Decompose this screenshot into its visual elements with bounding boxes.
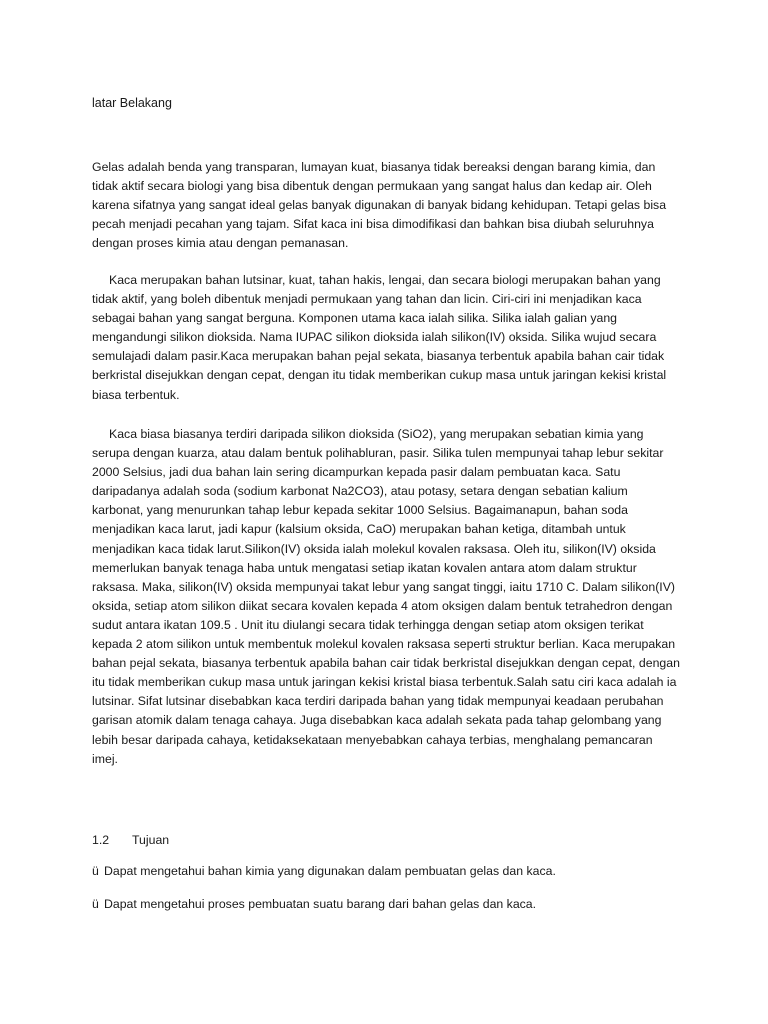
checkmark-bullet-icon: ü xyxy=(92,897,99,911)
section-heading: latar Belakang xyxy=(92,96,172,110)
list-item-text: Dapat mengetahui bahan kimia yang digunakan dalam pembuatan gelas dan kaca. xyxy=(104,864,556,878)
list-item-text: Dapat mengetahui proses pembuatan suatu barang dari bahan gelas dan kaca. xyxy=(104,897,537,911)
subsection-title: Tujuan xyxy=(132,833,170,847)
paragraph-3: Kaca biasa biasanya terdiri daripada silikon dioksida (SiO2), yang merupakan sebatian kimia yang serupa dengan kuarza, atau dalam bentuk polihabluran, pasir. Silika tulen mempunyai tahap lebur sekitar 2000 Selsius, jadi dua bahan lain sering dicampurkan kepada pasir dalam pembuatan kaca. Satu daripadanya adalah soda (sodium karbonat Na2CO3), atau potasy, setara dengan sebatian kalium karbonat, yang menurunkan tahap lebur kepada sekitar 1000 Selsius. Bagaimanapun, bahan soda menjadikan kaca larut, jadi kapur (kalsium oksida, CaO) merupakan bahan ketiga, ditambah untuk menjadikan kaca tidak larut.Silikon(IV) oksida ialah molekul kovalen raksasa. Oleh itu, silikon(IV) oksida memerlukan banyak tenaga haba untuk mengatasi setiap ikatan kovalen antara atom dalam struktur raksasa. Maka, silikon(IV) oksida mempunyai takat lebur yang sangat tinggi, iaitu 1710 C. Dalam silikon(IV) oksida, setiap atom silikon diikat secara kovalen kepada 4 atom oksigen dalam bentuk tetrahedron dengan sudut antara ikatan 109.5 . Unit itu diulangi secara tidak terhingga dengan setiap atom oksigen terikat kepada 2 atom silikon untuk membentuk molekul kovalen raksasa seperti struktur berlian. Kaca merupakan bahan pejal sekata, biasanya terbentuk apabila bahan cair tidak berkristal disejukkan dengan cepat, dengan itu tidak memberikan cukup masa untuk jaringan kekisi kristal biasa terbentuk.Salah satu ciri kaca adalah ia lutsinar. Sifat lutsinar disebabkan kaca terdiri daripada bahan yang tidak mempunyai keadaan perubahan garisan atomik dalam tenaga cahaya. Juga disebabkan kaca adalah sekata pada tahap gelombang yang lebih besar daripada cahaya, ketidaksekataan menyebabkan cahaya terbias, menghalang pemancaran imej. xyxy=(92,427,680,766)
paragraph-1: Gelas adalah benda yang transparan, lumayan kuat, biasanya tidak bereaksi dengan barang kimia, dan tidak aktif secara biologi yang bisa dibentuk dengan permukaan yang sangat halus dan kedap air. Oleh karena sifatnya yang sangat ideal gelas banyak digunakan di banyak bidang kehidupan. Tetapi gelas bisa pecah menjadi pecahan yang tajam. Sifat kaca ini bisa dimodifikasi dan bahkan bisa diubah seluruhnya dengan proses kimia atau dengan pemanasan. xyxy=(92,160,667,251)
list-item xyxy=(92,895,536,914)
checkmark-bullet-icon: ü xyxy=(92,864,99,878)
subsection-number: 1.2 xyxy=(92,833,110,847)
list-item xyxy=(92,862,556,881)
paragraph-2: Kaca merupakan bahan lutsinar, kuat, tahan hakis, lengai, dan secara biologi merupakan bahan yang tidak aktif, yang boleh dibentuk menjadi permukaan yang tahan dan licin. Ciri-ciri ini menjadikan kaca sebagai bahan yang sangat berguna. Komponen utama kaca ialah silika. Silika ialah galian yang mengandungi silikon dioksida. Nama IUPAC silikon dioksida ialah silikon(IV) oksida. Silika wujud secara semulajadi dalam pasir.Kaca merupakan bahan pejal sekata, biasanya terbentuk apabila bahan cair tidak berkristal disejukkan dengan cepat, dengan itu tidak memberikan cukup masa untuk jaringan kekisi kristal biasa terbentuk. xyxy=(92,273,667,402)
subsection-heading xyxy=(92,831,169,850)
